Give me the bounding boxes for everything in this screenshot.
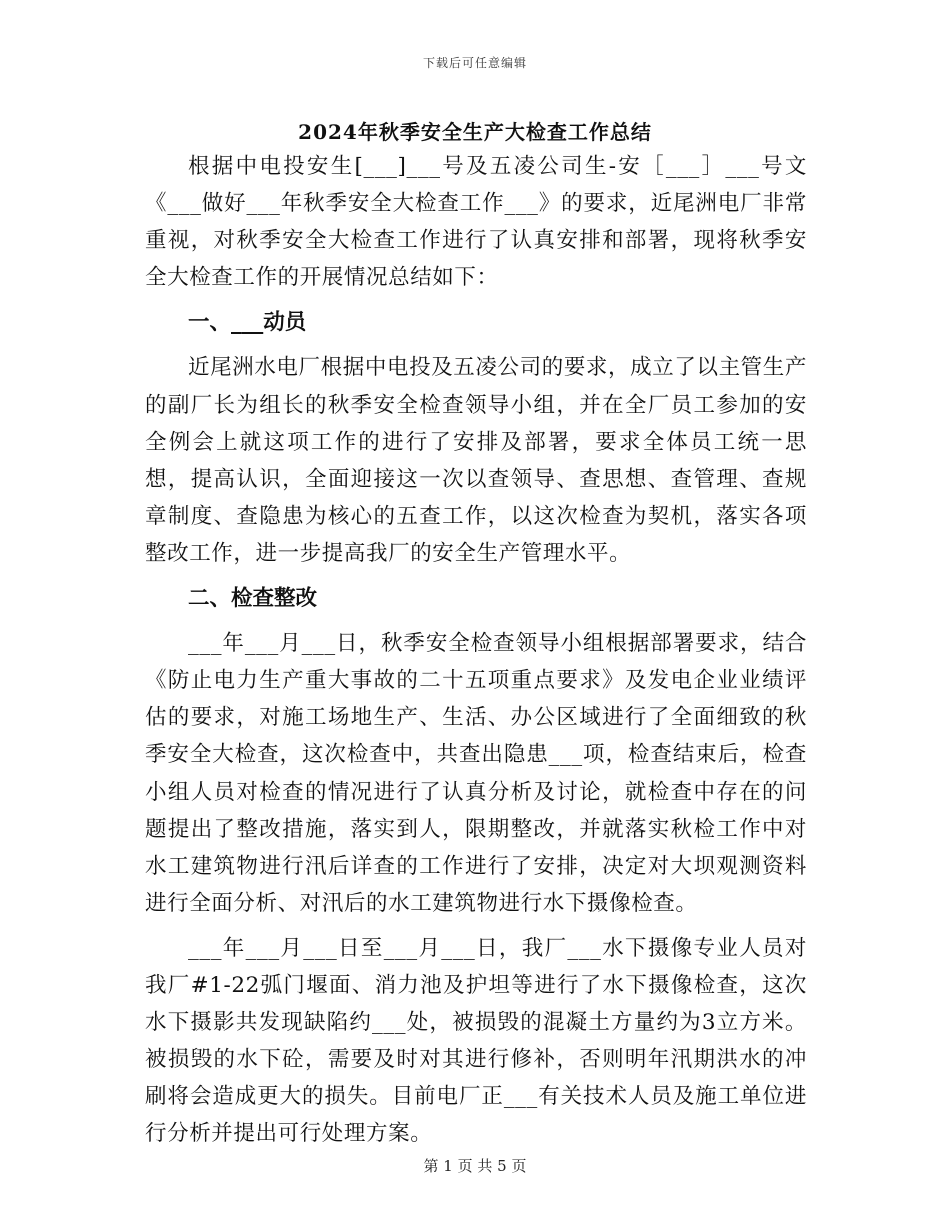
section1-paragraph: 近尾洲水电厂根据中电投及五凌公司的要求，成立了以主管生产的副厂长为组长的秋季安全检查领导小组，并在全厂员工参加的安全例会上就这项工作的进行了安排及部署，要求全体员工统一思想，提高认识，全面迎接这一次以查领导、查思想、查管理、查规章制度、查隐患为核心的五查工作，以这次检查为契机，落实各项整改工作，进一步提高我厂的安全生产管理水平。 (145, 355, 807, 566)
paragraph-spacer (145, 922, 807, 930)
document-title: 2024年秋季安全生产大检查工作总结 (298, 120, 652, 144)
paragraph-spacer (145, 296, 807, 304)
section2-paragraph-1: ___年___月___日，秋季安全检查领导小组根据部署要求，结合《防止电力生产重大事故的二十五项重点要求》及发电企业业绩评估的要求，对施工场地生产、生活、办公区域进行了全面细致的秋季安全大检查，这次检查中，共查出隐患___项，检查结束后，检查小组人员对检查的情况进行了认真分析及讨论，就检查中存在的问题提出了整改措施，落实到人，限期整改，并就落实秋检工作中对水工建筑物进行汛后详查的工作进行了安排，决定对大坝观测资料进行全面分析、对汛后的水工建筑物进行水下摄像检查。 (145, 631, 807, 916)
section2-paragraph-2: ___年___月___日至___月___日，我厂___水下摄像专业人员对我厂#1-22弧门堰面、消力池及护坦等进行了水下摄像检查，这次水下摄影共发现缺陷约___处，被损毁的混凝土方量约为3立方米。被损毁的水下砼，需要及时对其进行修补，否则明年汛期洪水的冲刷将会造成更大的损失。目前电厂正___有关技术人员及施工单位进行分析并提出可行处理方案。 (145, 935, 807, 1147)
document-body (145, 148, 807, 1152)
page-number-footer: 第 1 页 共 5 页 (423, 1157, 527, 1175)
section-heading-inspection: 二、检查整改 (188, 586, 318, 612)
paragraph-spacer (145, 572, 807, 580)
paragraph-spacer (145, 617, 807, 625)
page-header-note: 下载后可任意编辑 (422, 56, 527, 70)
intro-paragraph: 根据中电投安生[___]___号及五凌公司生-安［___］___号文《___做好___年秋季安全大检查工作___》的要求，近尾洲电厂非常重视，对秋季安全大检查工作进行了认真安排和部署，现将秋季安全大检查工作的开展情况总结如下： (145, 154, 807, 291)
paragraph-spacer (145, 341, 807, 349)
section-heading-mobilization: 一、___动员 (188, 310, 307, 336)
